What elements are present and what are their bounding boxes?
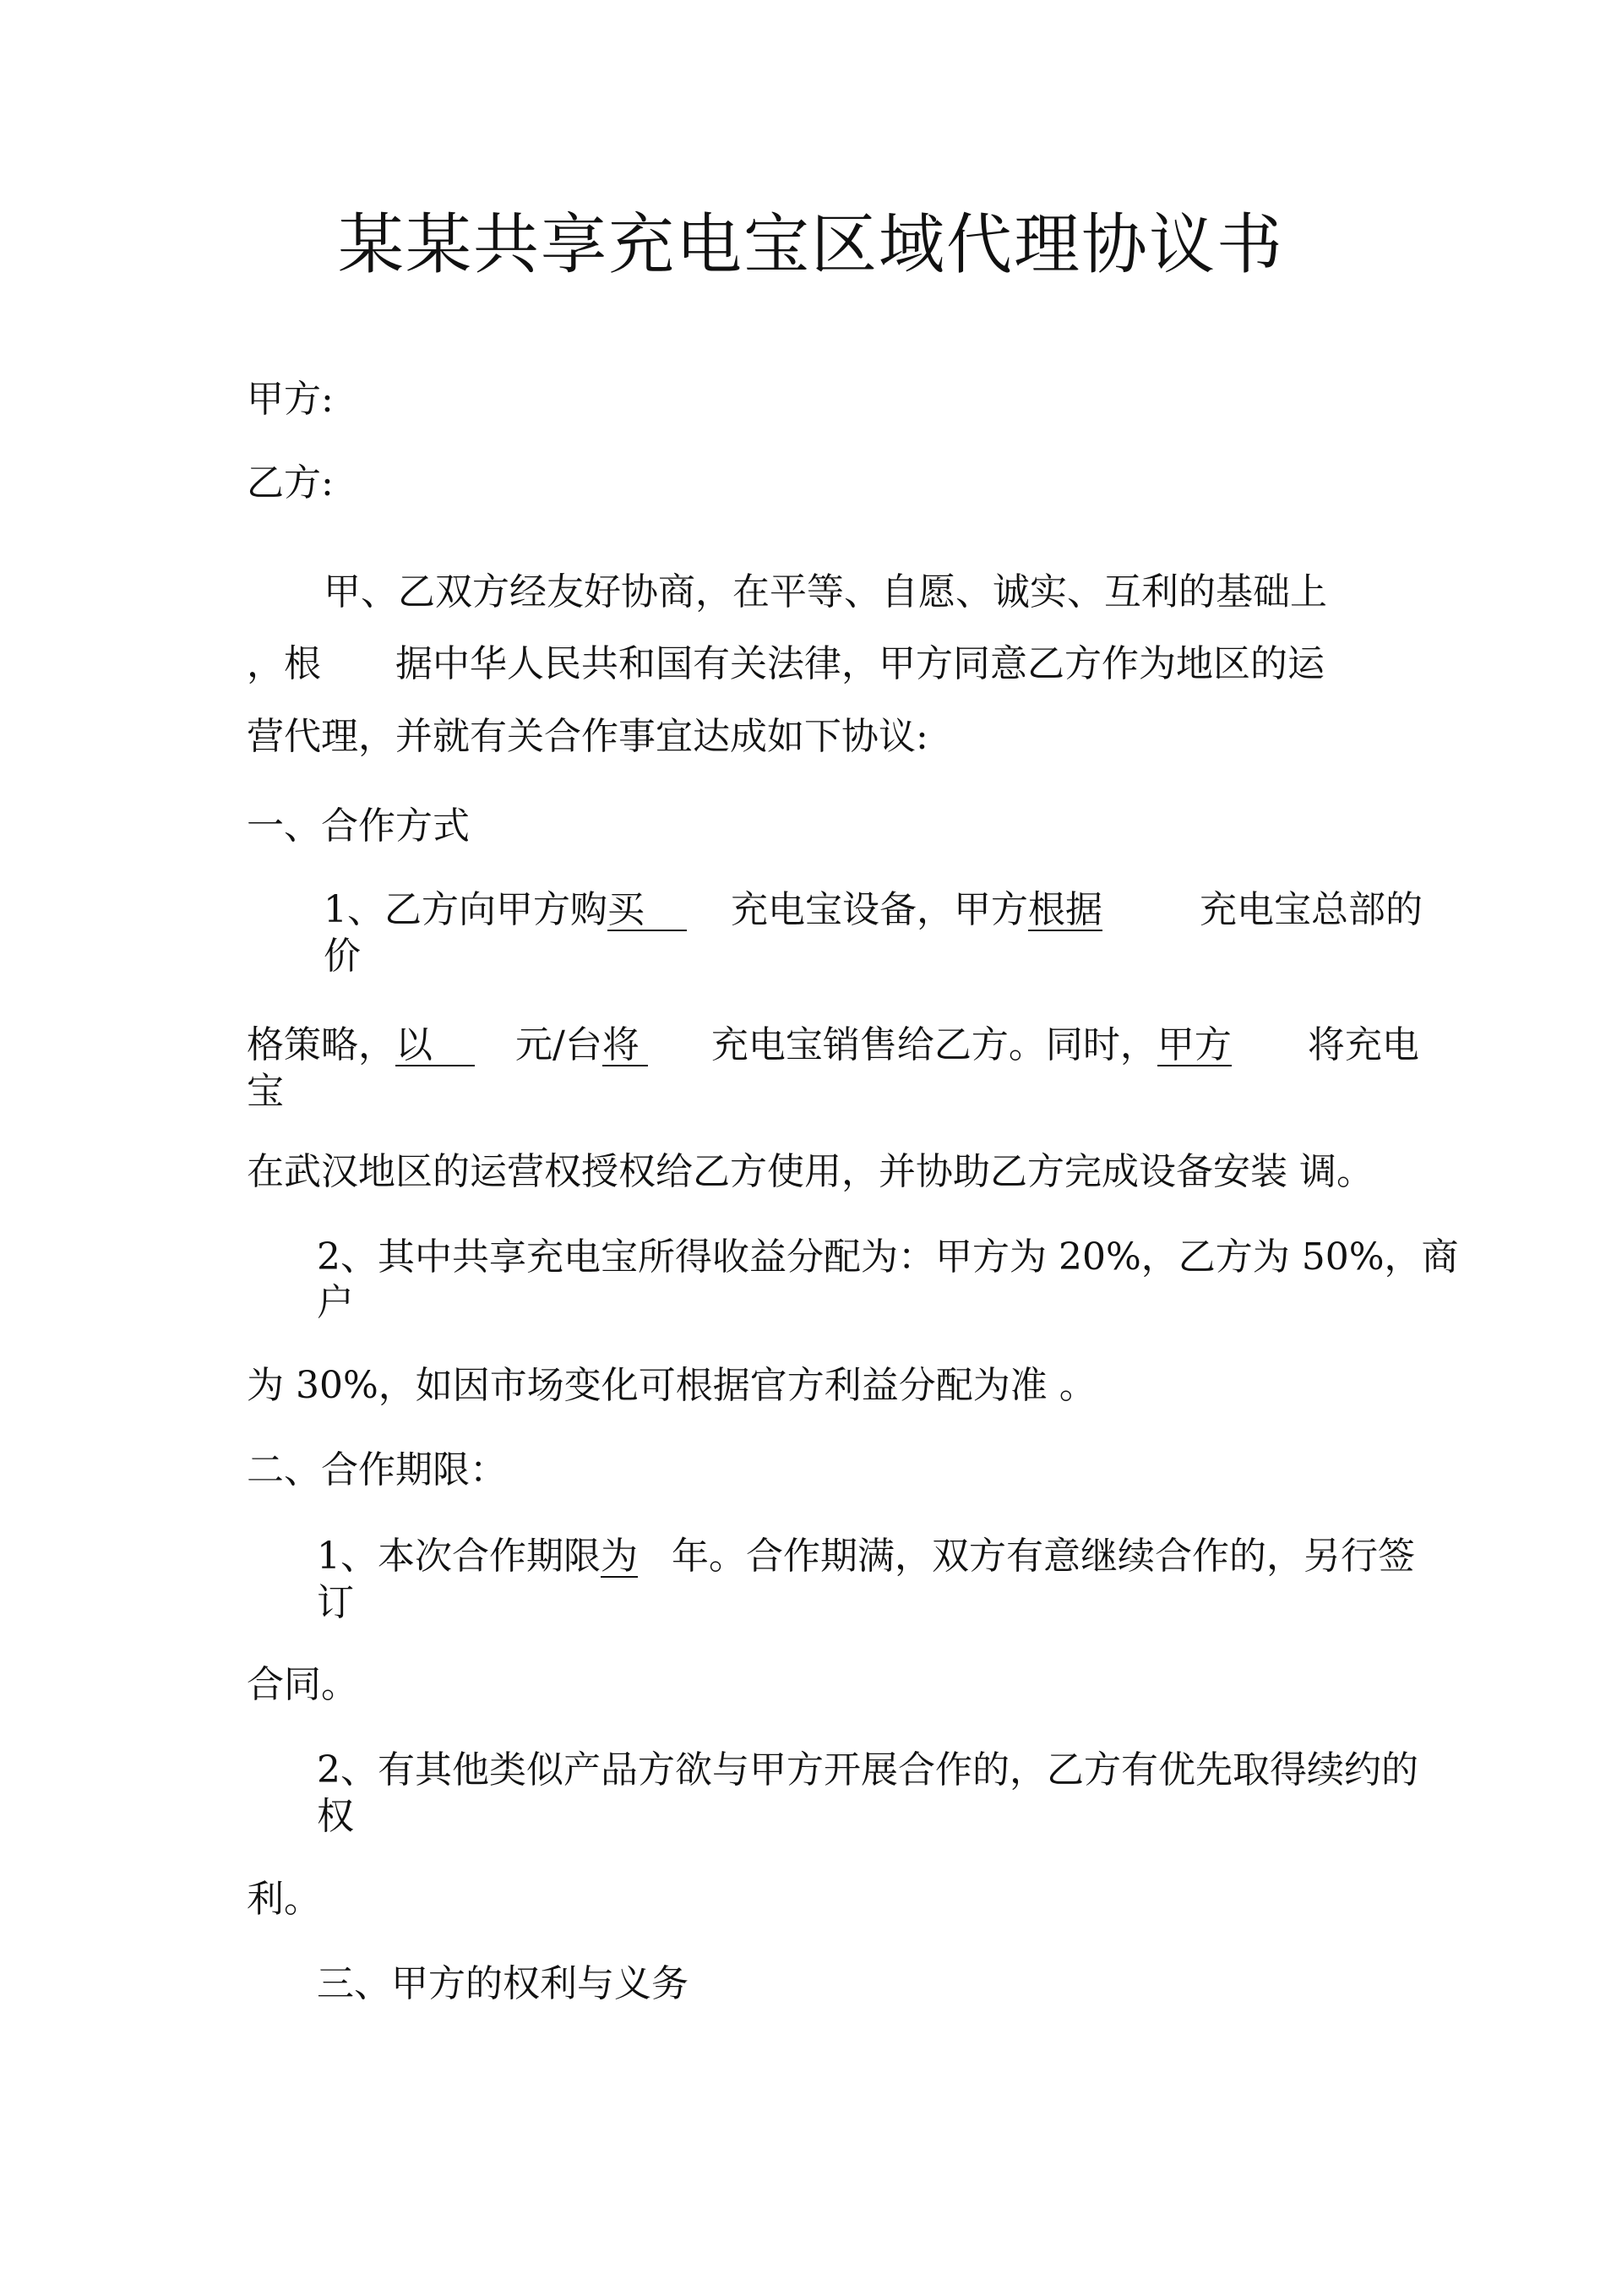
s2-item1-line3: 合同。 [247, 1663, 358, 1706]
document-title: 某某共享充电宝区域代理协议书 [337, 207, 1284, 283]
s1-item1-line1 [324, 886, 1423, 934]
s1-item1-text-f: 将充电 [1307, 1023, 1419, 1066]
section-1-heading: 一、合作方式 [247, 804, 470, 848]
intro-line-1: 甲、乙双方经友好协商，在平等、自愿、诚实、互利的基础上 [324, 570, 1327, 614]
s2-item1-text-b: 年。合作期满，双方有意继续合作的，另行签 [672, 1535, 1415, 1578]
underlined-basis: 根据 [1028, 888, 1102, 931]
underlined-will: 将 [602, 1026, 648, 1066]
s2-item1-text-a: 1、本次合作期限 [317, 1535, 601, 1578]
s1-item1-line2: 价 [324, 935, 361, 978]
intro-line-2-rest: 据中华人民共和国有关法律，甲方同意乙方作为地区的运 [395, 642, 1325, 685]
s1-item1-text-d: 格策略， [247, 1023, 395, 1066]
s2-item2-line3: 利。 [247, 1878, 321, 1921]
blank-purchase-quantity: 买 [607, 891, 687, 931]
s1-item1-line5: 在武汉地区的运营权授权给乙方使用，并协助乙方完成设备安装 调。 [247, 1150, 1374, 1193]
party-b-label: 乙方: [247, 461, 334, 504]
party-a-label: 甲方: [247, 378, 334, 421]
section-2-heading: 二、合作期限： [247, 1448, 507, 1492]
s1-item1-text-b: 充电宝设备，甲方 [731, 888, 1028, 931]
s2-item2-line1: 2、有其他类似产品方欲与甲方开展合作的，乙方有优先取得续约的 [317, 1748, 1418, 1792]
s1-item1-line4: 宝 [247, 1070, 284, 1113]
s1-item2-line2: 户 [317, 1281, 354, 1324]
s1-item2-line1: 2、其中共享充电宝所得收益分配为：甲方为 20%，乙方为 50%，商 [317, 1235, 1459, 1279]
s2-item1-line2: 订 [317, 1581, 354, 1624]
s1-item1-unit-text: 元/台 [515, 1023, 602, 1066]
s1-item2-line3: 为 30%，如因市场变化可根据官方利益分配为准 。 [247, 1364, 1097, 1407]
intro-line-3: 营代理，并就有关合作事宜达成如下协议: [247, 715, 928, 758]
blank-unit-price: 以 [395, 1026, 475, 1066]
intro-line-2 [247, 641, 1325, 688]
s1-item1-text-a: 1、乙方向甲方购 [324, 888, 607, 931]
s1-item1-line3 [247, 1022, 1419, 1069]
s1-item1-text-c: 充电宝总部的 [1200, 888, 1423, 931]
underlined-party-a: 甲方 [1157, 1023, 1232, 1066]
s2-item2-line2: 权 [317, 1795, 354, 1838]
intro-line-2-start: ，根 [247, 642, 321, 685]
blank-term-years: 为 [601, 1535, 638, 1578]
s2-item1-line1 [317, 1533, 1415, 1580]
section-3-heading: 三、甲方的权利与义务 [317, 1962, 689, 2005]
s1-item1-text-e: 充电宝销售给乙方。同时， [710, 1023, 1157, 1066]
